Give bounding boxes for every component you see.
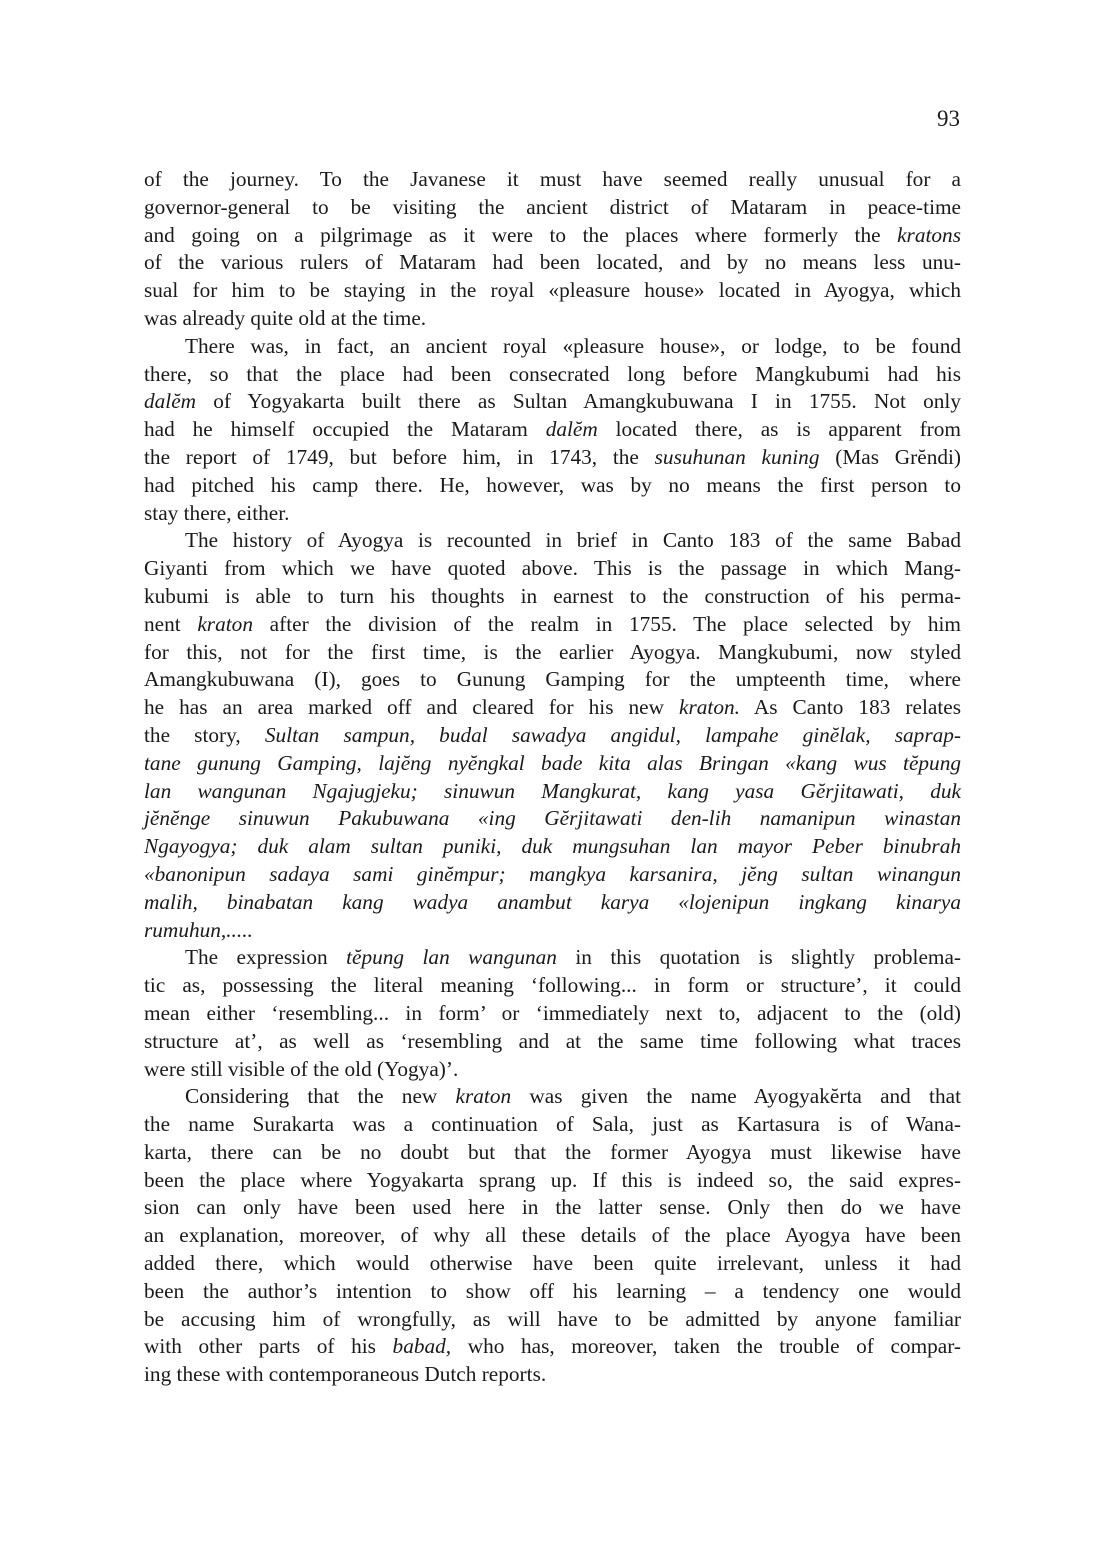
italic-text: tane gunung Gamping, lajĕng nyĕngkal bade kita alas Bringan «kang wus tĕpung xyxy=(144,750,961,775)
text-run: the story, xyxy=(144,722,265,747)
text-run: in this quotation is slightly problema- xyxy=(556,945,962,970)
text-line xyxy=(144,277,961,305)
text-line xyxy=(144,472,961,500)
text-line xyxy=(144,694,961,722)
text-run: of the various rulers of Mataram had been located, and by no means less unu- xyxy=(144,250,961,275)
text-run: was given the name Ayogyakĕrta and that xyxy=(511,1084,961,1109)
text-line xyxy=(144,1139,961,1167)
text-line xyxy=(144,666,961,694)
text-run: added there, which would otherwise have been quite irrelevant, unless it had xyxy=(144,1251,961,1276)
text-run: As Canto 183 relates xyxy=(739,695,961,720)
text-run: structure at’, as well as ‘resembling and at the same time following what traces xyxy=(144,1028,961,1053)
text-run: Amangkubuwana (I), goes to Gunung Gamping for the umpteenth time, where xyxy=(144,667,961,692)
italic-text: dalĕm xyxy=(545,417,598,442)
body-text xyxy=(144,166,961,1389)
text-line xyxy=(144,1167,961,1195)
text-line xyxy=(144,778,961,806)
text-line xyxy=(144,361,961,389)
italic-text: babad, xyxy=(392,1334,452,1359)
italic-text: susuhunan kuning xyxy=(654,444,820,469)
text-line xyxy=(144,1222,961,1250)
text-line xyxy=(144,583,961,611)
text-line xyxy=(144,555,961,583)
text-line xyxy=(144,444,961,472)
paragraph-3 xyxy=(144,527,961,944)
italic-text: Ngayogya; duk alam sultan puniki, duk mungsuhan lan mayor Peber binubrah xyxy=(144,834,961,859)
italic-text: malih, binabatan kang wadya anambut karya «lojenipun ingkang kinarya xyxy=(144,889,961,914)
text-line xyxy=(144,1306,961,1334)
text-line xyxy=(144,639,961,667)
text-run: there, so that the place had been consecrated long before Mangkubumi had his xyxy=(144,361,961,386)
italic-text: Sultan sampun, budal sawadya angidul, lampahe ginĕlak, saprap- xyxy=(264,722,961,747)
italic-text: jĕnĕnge sinuwun Pakubuwana «ing Gĕrjitawati den-lih namanipun winastan xyxy=(144,806,961,831)
text-run: the report of 1749, but before him, in 1743, the xyxy=(144,444,655,469)
text-run: ing these with contemporaneous Dutch reports. xyxy=(144,1362,547,1387)
text-line xyxy=(144,750,961,778)
text-line xyxy=(144,249,961,277)
text-run: There was, in fact, an ancient royal «pleasure house», or lodge, to be found xyxy=(185,333,961,358)
text-line xyxy=(144,416,961,444)
text-line xyxy=(144,1250,961,1278)
text-line xyxy=(144,972,961,1000)
text-run: after the division of the realm in 1755. The place selected by him xyxy=(252,611,961,636)
text-line xyxy=(144,611,961,639)
text-run: nent xyxy=(144,611,198,636)
text-run: had pitched his camp there. He, however, was by no means the first person to xyxy=(144,472,961,497)
text-run: with other parts of his xyxy=(144,1334,393,1359)
text-run: the name Surakarta was a continuation of Sala, just as Kartasura is of Wana- xyxy=(144,1112,961,1137)
text-run: had he himself occupied the Mataram xyxy=(144,417,546,442)
text-run: The expression xyxy=(185,945,347,970)
text-run: was already quite old at the time. xyxy=(144,305,427,330)
italic-text: dalĕm xyxy=(144,389,197,414)
text-run: for this, not for the first time, is the earlier Ayogya. Mangkubumi, now styled xyxy=(144,639,961,664)
text-line xyxy=(144,1028,961,1056)
text-run: been the author’s intention to show off his learning – a tendency one would xyxy=(144,1278,961,1303)
text-line xyxy=(144,166,961,194)
text-line xyxy=(144,1056,961,1084)
text-line xyxy=(144,833,961,861)
text-line xyxy=(144,222,961,250)
italic-text: rumuhun,..... xyxy=(144,917,253,942)
text-run: of Yogyakarta built there as Sultan Amangkubuwana I in 1755. Not only xyxy=(196,389,961,414)
text-run: of the journey. To the Javanese it must have seemed really unusual for a xyxy=(144,167,961,191)
text-line xyxy=(144,944,961,972)
text-line xyxy=(144,1361,961,1389)
text-run: he has an area marked off and cleared for his new xyxy=(144,695,680,720)
text-line xyxy=(144,889,961,917)
text-run: Giyanti from which we have quoted above. This is the passage in which Mang- xyxy=(144,556,961,581)
text-run: located there, as is apparent from xyxy=(597,417,961,442)
text-run: mean either ‘resembling... in form’ or ‘immediately next to, adjacent to the (old) xyxy=(144,1000,961,1025)
italic-text: «banonipun sadaya sami ginĕmpur; mangkya karsanira, jĕng sultan winangun xyxy=(144,861,961,886)
text-run: and going on a pilgrimage as it were to the places where formerly the xyxy=(144,222,898,247)
italic-text: kraton xyxy=(455,1084,512,1109)
italic-text: kraton. xyxy=(679,695,740,720)
text-run: kubumi is able to turn his thoughts in earnest to the construction of his perma- xyxy=(144,583,961,608)
paragraph-5 xyxy=(144,1083,961,1389)
text-line xyxy=(144,500,961,528)
text-run: sual for him to be staying in the royal «pleasure house» located in Ayogya, which xyxy=(144,278,961,303)
text-run: governor-general to be visiting the ancient district of Mataram in peace-time xyxy=(144,194,961,219)
italic-text: kratons xyxy=(897,222,961,247)
text-line xyxy=(144,805,961,833)
text-line xyxy=(144,1333,961,1361)
text-run: karta, there can be no doubt but that the former Ayogya must likewise have xyxy=(144,1139,961,1164)
text-line xyxy=(144,1278,961,1306)
text-line xyxy=(144,388,961,416)
paragraph-1 xyxy=(144,166,961,333)
text-run: been the place where Yogyakarta sprang up. If this is indeed so, the said expres- xyxy=(144,1167,961,1192)
text-line xyxy=(144,917,961,945)
page-number: 93 xyxy=(937,106,960,131)
text-run: who has, moreover, taken the trouble of compar- xyxy=(451,1334,961,1359)
text-run: tic as, possessing the literal meaning ‘following... in form or structure’, it could xyxy=(144,973,961,998)
text-line xyxy=(144,861,961,889)
italic-text: lan wangunan Ngajugjeku; sinuwun Mangkurat, kang yasa Gĕrjitawati, duk xyxy=(144,778,961,803)
text-line xyxy=(144,527,961,555)
text-line xyxy=(144,1000,961,1028)
paragraph-2 xyxy=(144,333,961,528)
text-run: were still visible of the old (Yogya)’. xyxy=(144,1056,459,1081)
text-line xyxy=(144,1083,961,1111)
text-run: sion can only have been used here in the latter sense. Only then do we have xyxy=(144,1195,961,1220)
italic-text: tĕpung lan wangunan xyxy=(346,945,557,970)
text-run: The history of Ayogya is recounted in brief in Canto 183 of the same Babad xyxy=(185,528,961,553)
text-line xyxy=(144,194,961,222)
paragraph-4 xyxy=(144,944,961,1083)
text-run: be accusing him of wrongfully, as will have to be admitted by anyone familiar xyxy=(144,1306,961,1331)
text-run: Considering that the new xyxy=(185,1084,456,1109)
text-run: (Mas Grĕndi) xyxy=(819,444,961,469)
text-line xyxy=(144,722,961,750)
text-line xyxy=(144,305,961,333)
italic-text: kraton xyxy=(197,611,253,636)
text-line xyxy=(144,1194,961,1222)
text-run: an explanation, moreover, of why all these details of the place Ayogya have been xyxy=(144,1223,961,1248)
text-run: stay there, either. xyxy=(144,500,290,525)
text-line xyxy=(144,1111,961,1139)
text-line xyxy=(144,333,961,361)
